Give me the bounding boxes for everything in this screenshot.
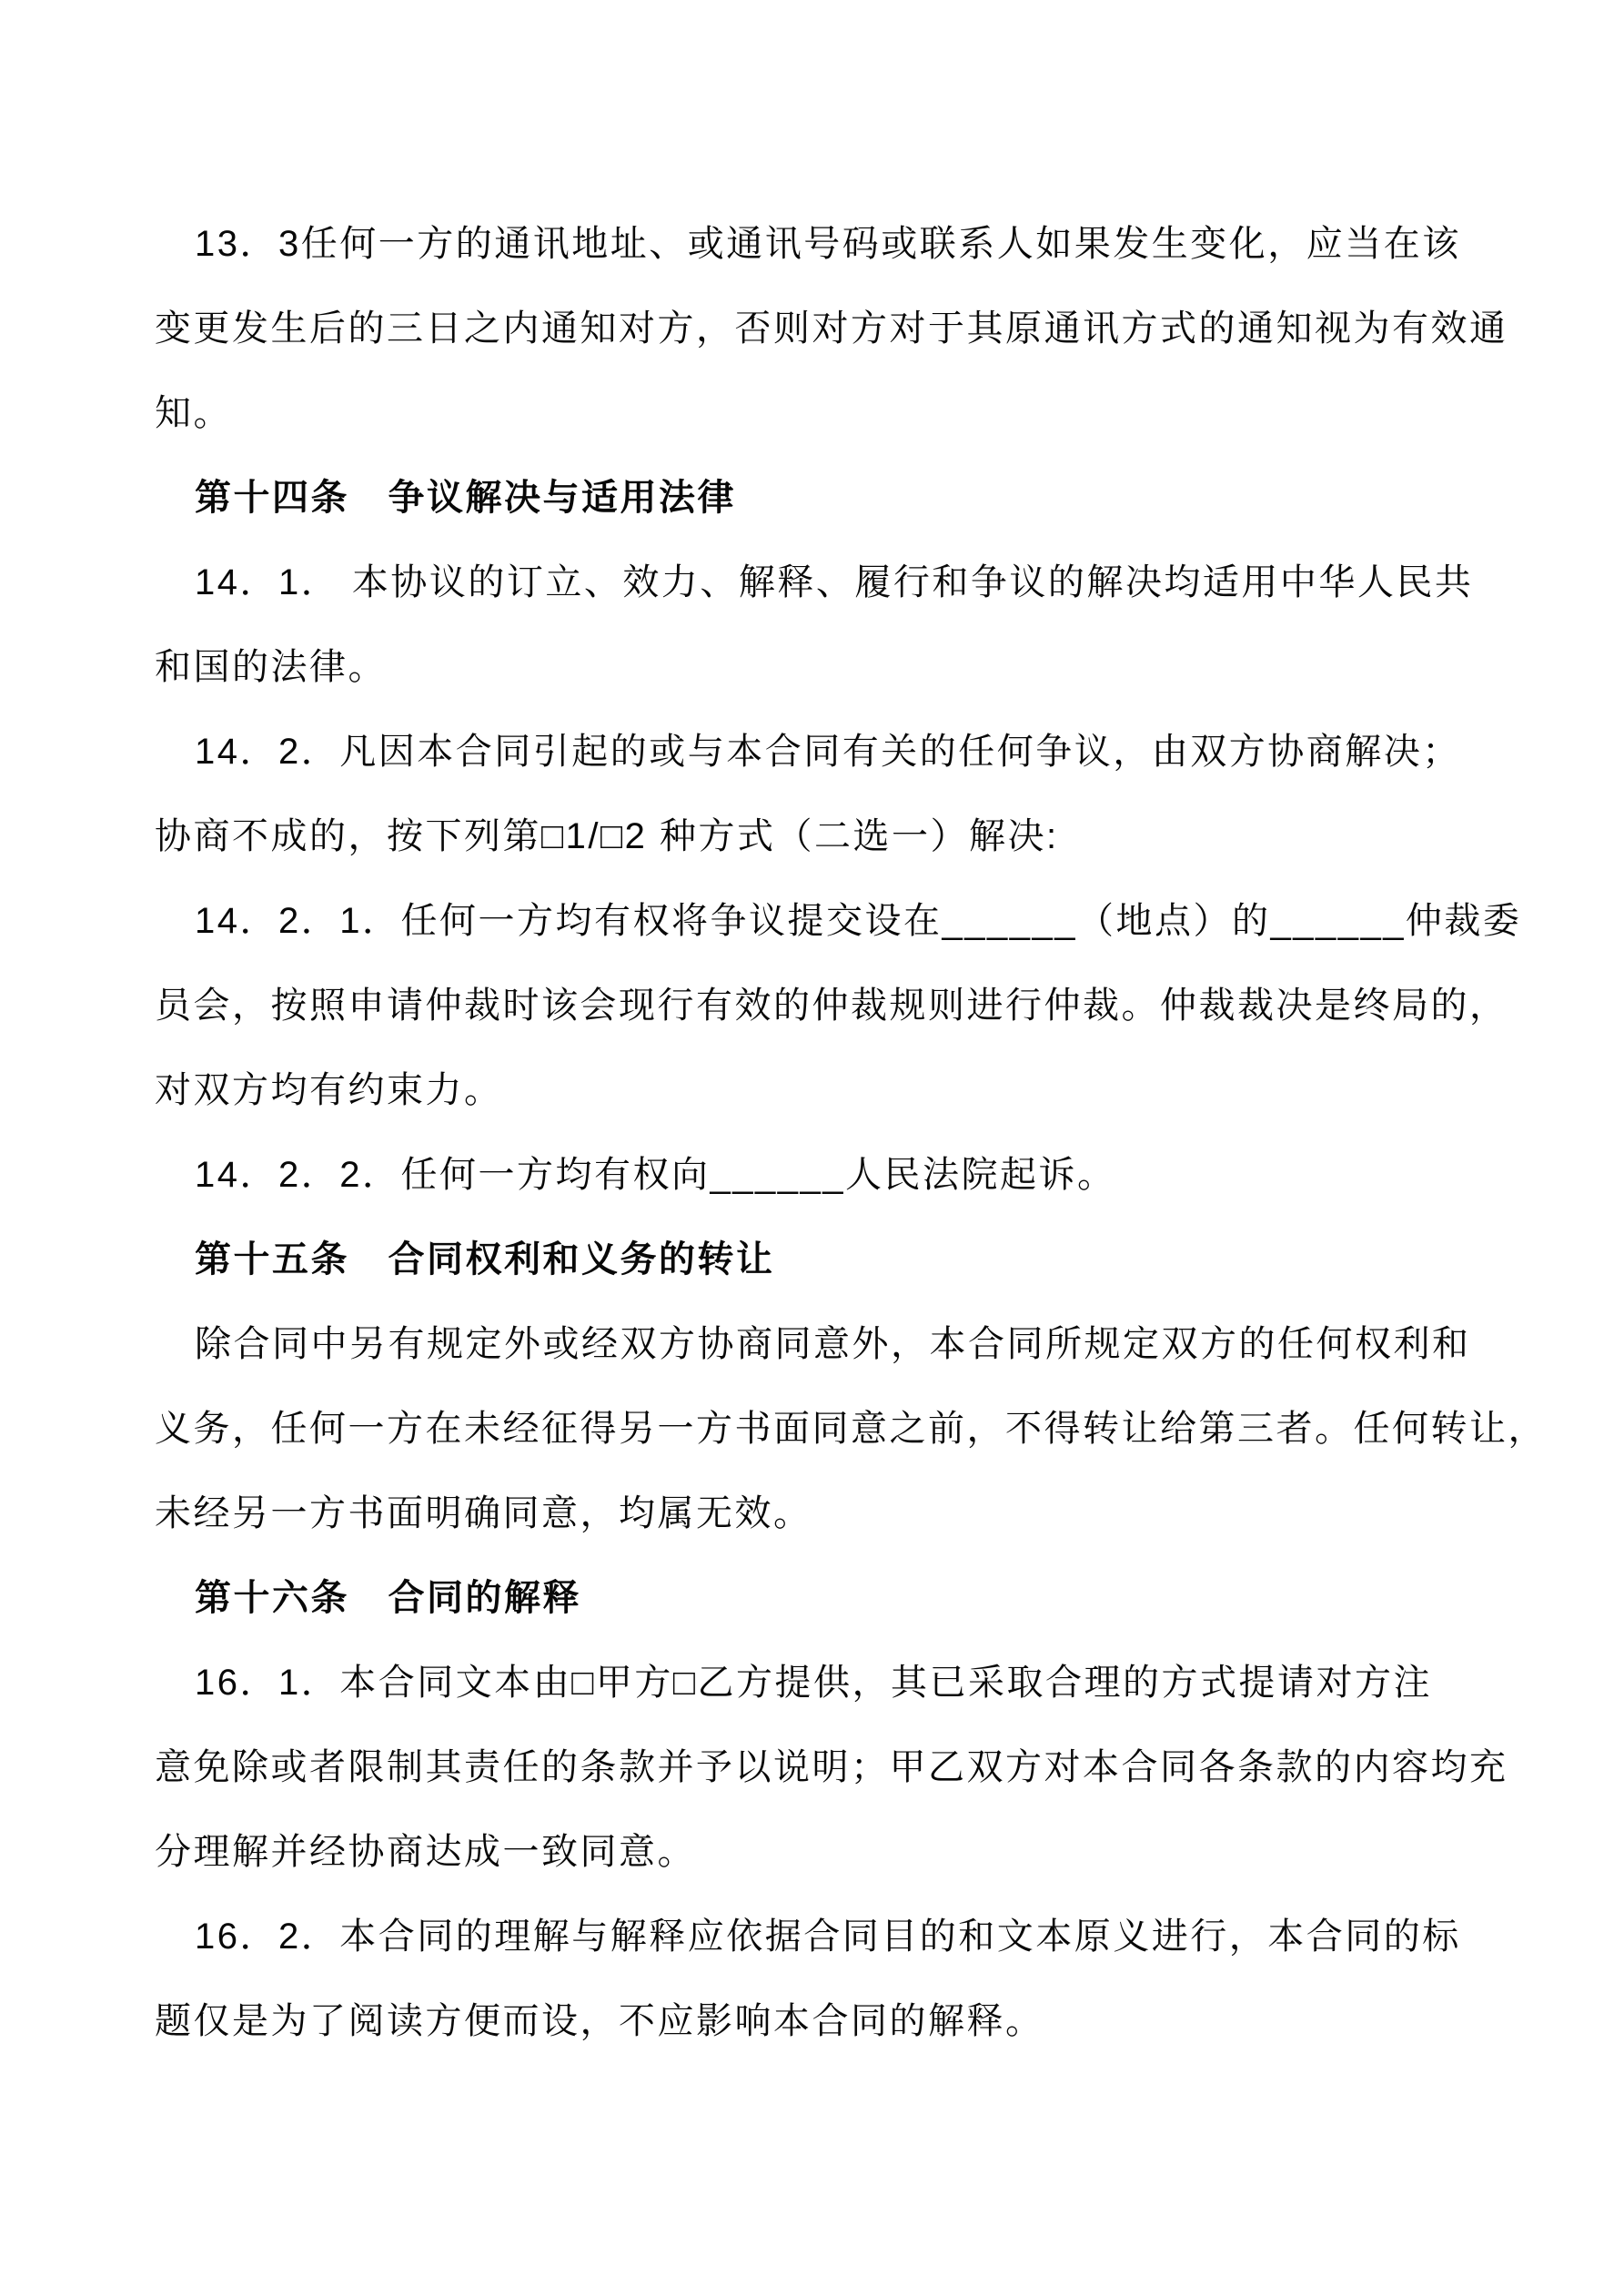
clause-15-line-3: 未经另一方书面明确同意，均属无效。 [155,1493,812,1533]
clause-13-3-line-1: 13．3任何一方的通讯地址、或通讯号码或联系人如果发生变化，应当在该 [195,224,1461,264]
clause-15-line-2: 义务，任何一方在未经征得另一方书面同意之前，不得转让给第三者。任何转让， [155,1409,1547,1449]
clause-14-2-1-line-1: 14．2．1．任何一方均有权将争议提交设在______（地点）的______仲裁委 [195,901,1522,941]
clause-15-line-1: 除合同中另有规定外或经双方协商同意外，本合同所规定双方的任何权利和 [195,1324,1471,1364]
clause-14-2-1-line-2: 员会，按照申请仲裁时该会现行有效的仲裁规则进行仲裁。仲裁裁决是终局的， [155,986,1508,1026]
clause-14-2-1-line-3: 对双方均有约束力。 [155,1070,503,1110]
clause-14-2-2-line-1: 14．2．2．任何一方均有权向______人民法院起诉。 [195,1155,1116,1195]
article-15-heading: 第十五条 合同权利和义务的转让 [195,1239,775,1279]
clause-16-2-line-2: 题仅是为了阅读方便而设，不应影响本合同的解释。 [155,2001,1044,2041]
clause-16-1-line-2: 意免除或者限制其责任的条款并予以说明；甲乙双方对本合同各条款的内容均充 [155,1747,1508,1787]
clause-13-3-line-3: 知。 [155,393,232,433]
clause-14-2-line-1: 14．2．凡因本合同引起的或与本合同有关的任何争议，由双方协商解决； [195,732,1461,772]
clause-14-1-line-1: 14．1． 本协议的订立、效力、解释、履行和争议的解决均适用中华人民共 [195,562,1474,602]
clause-16-1-line-1: 16．1．本合同文本由□甲方□乙方提供，其已采取合理的方式提请对方注 [195,1663,1433,1703]
clause-14-2-line-2: 协商不成的，按下列第□1/□2 种方式（二选一）解决: [155,816,1059,856]
clause-16-1-line-3: 分理解并经协商达成一致同意。 [155,1832,696,1872]
clause-14-1-line-2: 和国的法律。 [155,647,387,687]
article-16-heading: 第十六条 合同的解释 [195,1578,581,1618]
article-14-heading: 第十四条 争议解决与适用法律 [195,478,736,518]
clause-16-2-line-1: 16．2．本合同的理解与解释应依据合同目的和文本原义进行，本合同的标 [195,1917,1461,1957]
clause-13-3-line-2: 变更发生后的三日之内通知对方，否则对方对于其原通讯方式的通知视为有效通 [155,308,1508,349]
